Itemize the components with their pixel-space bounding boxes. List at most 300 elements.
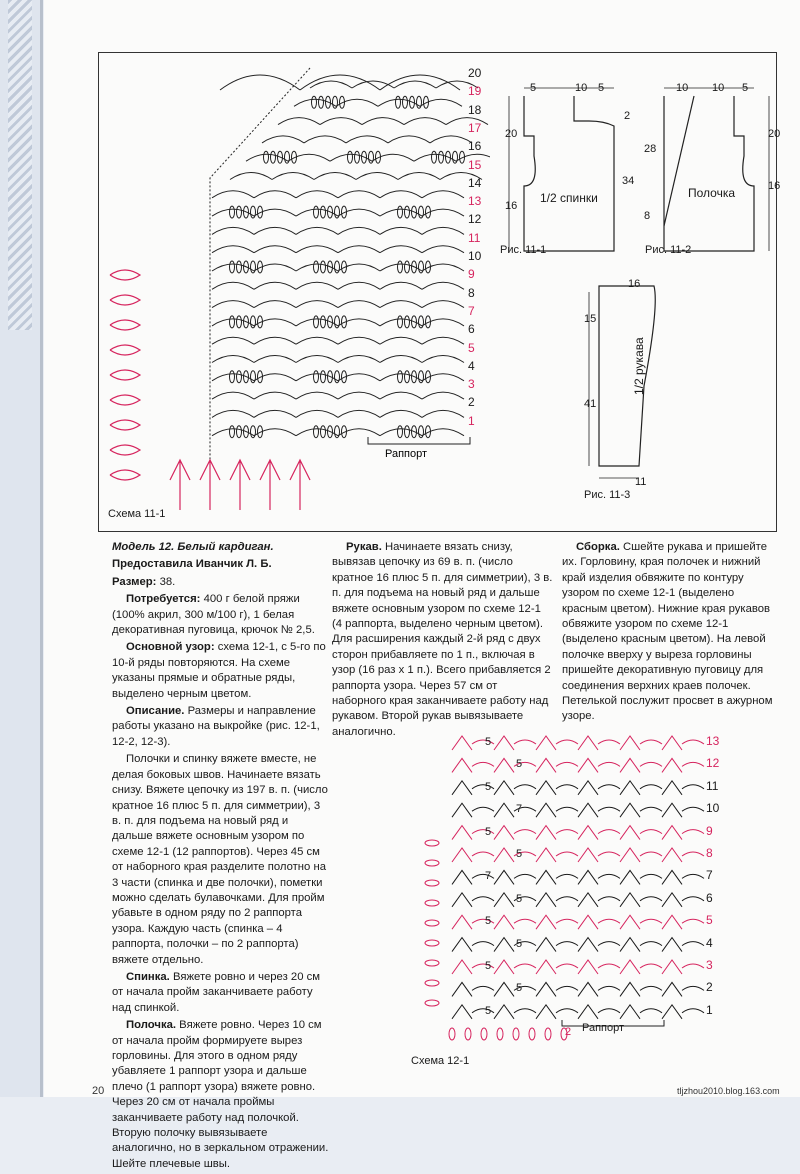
puff-stitch	[285, 151, 290, 163]
puff-stitch	[335, 316, 340, 328]
edging-stitch-12	[425, 960, 439, 966]
size-label: Размер:	[112, 575, 157, 588]
chain-arch	[212, 191, 254, 198]
puff-stitch	[405, 206, 410, 218]
chain-arch	[296, 282, 338, 289]
chain-arch	[296, 227, 338, 234]
puff-stitch	[271, 151, 276, 163]
chain-arch	[338, 356, 380, 363]
front-dim-10b: 10	[712, 82, 725, 94]
row-number-11: 14	[468, 175, 482, 190]
fan-group	[452, 848, 494, 862]
description-text: Размеры и направление работы указано на выкройке (рис. 12-1, 12-2, 12-3).	[112, 705, 320, 748]
row-number-11: 1	[468, 413, 475, 428]
page-number: 20	[92, 1085, 105, 1097]
chain-arch	[422, 227, 464, 234]
chain-arch	[254, 337, 296, 344]
puff-stitch	[314, 261, 319, 273]
fan-group	[578, 982, 620, 996]
edging-stitch-12	[425, 880, 439, 886]
chain-arch	[422, 374, 464, 381]
fan-group	[662, 736, 704, 750]
chain-arch	[338, 227, 380, 234]
chain-arch	[254, 227, 296, 234]
chain-arch	[420, 99, 462, 106]
chain-arch	[380, 392, 422, 399]
edging-stitch	[110, 420, 140, 430]
size-value: 38.	[156, 575, 176, 588]
edging-fan	[290, 460, 310, 510]
fan-group	[662, 938, 704, 952]
edging-stitch	[110, 295, 140, 305]
puff-stitch	[264, 151, 269, 163]
fan-group	[494, 826, 536, 840]
edging-bottom-12	[545, 1028, 551, 1040]
puff-stitch	[237, 316, 242, 328]
row-number-12: 3	[706, 958, 713, 972]
puff-stitch	[230, 206, 235, 218]
sleeve-dim-11: 11	[635, 476, 647, 488]
chain-arch	[212, 429, 254, 436]
puff-stitch	[321, 316, 326, 328]
row-number-11: 11	[468, 230, 481, 245]
fan-group	[620, 826, 662, 840]
puff-stitch	[335, 371, 340, 383]
chain-arch	[380, 209, 422, 216]
chain-arch	[212, 410, 254, 417]
puff-stitch	[237, 426, 242, 438]
chain-count-12: 7	[516, 803, 523, 816]
fan-group	[452, 938, 494, 952]
chain-arch	[254, 410, 296, 417]
chain-arch	[296, 209, 338, 216]
chain-arch	[296, 429, 338, 436]
puff-stitch	[398, 206, 403, 218]
chart-11-1-drawing	[100, 60, 490, 530]
chain-arch	[330, 154, 372, 161]
puff-stitch	[398, 426, 403, 438]
description-label: Описание.	[126, 705, 185, 718]
edging-stitch	[110, 270, 140, 280]
row-number-12: 8	[706, 846, 713, 860]
puff-stitch	[251, 316, 256, 328]
front-dim-28: 28	[644, 143, 657, 155]
chain-arch	[296, 410, 338, 417]
fan-group	[494, 870, 536, 884]
front-dim-16: 16	[768, 180, 781, 192]
row-number-11: 5	[468, 340, 475, 355]
puff-stitch	[398, 316, 403, 328]
chain-arch	[422, 410, 464, 417]
chain-arch	[338, 410, 380, 417]
sleeve-text: Начинаете вязать снизу, вывязав цепочку из 69 в. п. (число кратное 16 плюс 5 п. для симметрии), 3 в. п. для подъема на новый ряд и дальше вяжете основным узором по схеме 12-1 (4 раппорта, выделено черным цветом). Для расширения каждый 2-й ряд с двух сторон прибавляете по 1 п., включая в узор (16 раз х 1 п.). Всего прибавляется 2 раппорта узора. Через 57 см от наборного края заканчиваете работу над рукавом. Второй рукав вывязываете аналогично.	[332, 541, 553, 738]
puff-stitch	[321, 426, 326, 438]
chain-arch	[296, 191, 338, 198]
fan-group	[578, 1005, 620, 1019]
chain-arch	[404, 118, 446, 125]
chain-arch	[338, 429, 380, 436]
fan-group	[536, 826, 578, 840]
chain-arch	[278, 118, 320, 125]
puff-stitch	[335, 261, 340, 273]
chain-arch	[422, 246, 464, 253]
chain-count-12: 5	[516, 848, 523, 860]
fan-group	[620, 803, 662, 817]
chain-arch	[254, 264, 296, 271]
fan-group	[662, 826, 704, 840]
edging-stitch-12	[425, 1000, 439, 1006]
row-number-11: 2	[468, 395, 475, 410]
row-number-12: 7	[706, 868, 713, 883]
fan-group	[620, 938, 662, 952]
edging-fan	[260, 460, 280, 510]
row-number-12: 2	[706, 980, 713, 995]
chain-arch	[254, 282, 296, 289]
chain-arch	[254, 301, 296, 308]
chain-arch	[338, 337, 380, 344]
row-number-12: 4	[706, 935, 713, 950]
edging-stitch-12	[425, 940, 439, 946]
fan-group	[536, 938, 578, 952]
puff-stitch	[251, 371, 256, 383]
fan-group	[494, 781, 536, 795]
text-column-1	[112, 540, 330, 1174]
puff-stitch	[314, 206, 319, 218]
fan-group	[620, 915, 662, 929]
puff-stitch	[335, 426, 340, 438]
fan-group	[452, 803, 494, 817]
chain-arch	[380, 246, 422, 253]
row-number-11: 18	[468, 102, 482, 117]
back-label: 1/2 спинки	[540, 191, 598, 205]
fan-group	[620, 982, 662, 996]
fan-group	[578, 781, 620, 795]
chart-12-1-bottom-number: 2	[565, 1026, 572, 1038]
front-label: Полочка	[688, 186, 736, 200]
edging-bottom-12	[497, 1028, 503, 1040]
fan-group	[494, 982, 536, 996]
chain-arch	[422, 429, 464, 436]
fan-group	[578, 848, 620, 862]
row-number-12: 6	[706, 890, 713, 905]
chain-arch	[338, 264, 380, 271]
fan-group	[452, 893, 494, 907]
chain-arch	[254, 374, 296, 381]
puff-stitch	[398, 371, 403, 383]
chain-arch	[230, 173, 272, 180]
edging-bottom-12	[465, 1028, 471, 1040]
fan-group	[536, 870, 578, 884]
puff-stitch	[237, 371, 242, 383]
puff-stitch	[432, 151, 437, 163]
fan-group	[620, 758, 662, 772]
chain-count-12: 5	[485, 780, 492, 793]
back-label-text: Спинка.	[126, 970, 170, 983]
front-dim-8: 8	[644, 210, 651, 222]
chain-arch	[380, 301, 422, 308]
sleeve-caption: Рис. 11-3	[584, 489, 631, 501]
chain-arch	[212, 209, 254, 216]
chain-arch	[362, 118, 404, 125]
chain-arch	[254, 356, 296, 363]
sleeve-label-text: Рукав.	[346, 541, 382, 553]
edging-stitch	[110, 470, 140, 480]
repeat-label-12: Раппорт	[582, 1022, 625, 1034]
fan-group	[620, 893, 662, 907]
chain-arch	[212, 356, 254, 363]
sleeve-dim-41: 41	[584, 398, 597, 410]
chain-arch	[446, 118, 488, 125]
text-column-2	[332, 540, 554, 742]
chain-arch	[380, 356, 422, 363]
body-paragraph: Полочки и спинку вяжете вместе, не делая боковых швов. Начинаете вязать снизу. Вяжете цепочку из 197 в. п. (число кратное 16 плюс 5 п. для симметрии), 3 в. п. для подъема на новый ряд и дальше вяжете основным узором по схеме 12-1 (12 раппортов). Через 45 см от наборного края разделите полотно на 3 части (спинка и две полочки), пометки можно сделать булавочками. Для пройм убавьте в одном ряду по 2 раппорта узора. Каждую часть (спинка – 4 раппорта, полочки – по 2 раппорта) вяжете отдельно.	[112, 753, 328, 966]
crochet-chart-12-1	[412, 728, 712, 1046]
chain-count-12: 5	[485, 960, 492, 972]
edging-stitch	[110, 345, 140, 355]
puff-stitch	[251, 206, 256, 218]
page-margin-strip	[0, 0, 42, 1097]
chain-arch	[246, 154, 288, 161]
edging-fan	[170, 460, 190, 510]
chain-arch	[338, 282, 380, 289]
back-text: Вяжете ровно и через 20 см от начала пройм заканчиваете работу над спинкой.	[112, 970, 321, 1014]
chain-arch	[422, 191, 464, 198]
fan-group	[452, 758, 494, 772]
puff-stitch	[419, 206, 424, 218]
chain-arch	[212, 337, 254, 344]
chain-arch	[380, 264, 422, 271]
schematics	[494, 76, 784, 516]
chain-arch	[262, 136, 304, 143]
chain-arch	[212, 282, 254, 289]
puff-stitch	[230, 261, 235, 273]
chain-arch	[254, 191, 296, 198]
puff-stitch	[319, 96, 324, 108]
sleeve-dim-15: 15	[584, 313, 597, 325]
puff-stitch	[439, 151, 444, 163]
fan-group	[662, 1005, 704, 1019]
sleeve-label: 1/2 рукава	[632, 337, 646, 395]
back-dim-16: 16	[505, 200, 518, 212]
fan-group	[536, 736, 578, 750]
puff-stitch	[396, 96, 401, 108]
chain-arch	[338, 319, 380, 326]
chain-arch	[320, 118, 362, 125]
row-number-12: 10	[706, 801, 720, 816]
puff-stitch	[321, 371, 326, 383]
fan-group	[494, 938, 536, 952]
front-dim-10: 10	[676, 82, 689, 94]
puff-stitch	[405, 261, 410, 273]
chain-arch	[338, 374, 380, 381]
fan-group	[536, 960, 578, 974]
chain-arch	[296, 337, 338, 344]
fan-group	[662, 781, 704, 795]
puff-stitch	[405, 371, 410, 383]
chain-arch	[296, 246, 338, 253]
chain-arch	[422, 264, 464, 271]
row-number-12: 13	[706, 734, 720, 748]
puff-stitch	[237, 206, 242, 218]
watermark: tljzhou2010.blog.163.com	[677, 1086, 780, 1096]
chain-count-12: 5	[516, 892, 523, 905]
chain-arch	[422, 392, 464, 399]
chain-arch	[338, 209, 380, 216]
back-caption: Рис. 11-1	[500, 244, 547, 256]
fan-group	[578, 870, 620, 884]
assembly-text: Сшейте рукава и пришейте их. Горловину, края полочек и нижний край изделия обвяжите по контуру узором по схеме 12-1 (выделено красным цветом). Нижние края рукавов обвяжите узором по схеме 12-1 (выделено красным цветом). На левой полочке вверху у выреза горловины пришейте декоративную пуговицу для соединения верхних краев полочек. Петелькой послужит просвет в ажурном узоре.	[562, 541, 773, 723]
front-text: Вяжете ровно. Через 10 см от начала пройм формируете вырез горловины. Для этого в одном ряду убавляете 1 раппорт узора и дальше плечо (1 раппорт узора) вяжете ровно. Через 20 см от начала проймы заканчиваете работу над полочкой. Вторую полочку вывязываете аналогично, но в зеркальном отражении. Шейте плечевые швы.	[112, 1019, 329, 1170]
puff-stitch	[335, 206, 340, 218]
edging-stitch	[110, 395, 140, 405]
chain-arch	[422, 337, 464, 344]
assembly-label: Сборка.	[576, 541, 620, 553]
fan-group	[536, 781, 578, 795]
fan-group	[662, 960, 704, 974]
fan-group	[494, 1005, 536, 1019]
back-dim-34: 34	[622, 175, 635, 187]
chain-arch	[254, 209, 296, 216]
chain-arch	[380, 282, 422, 289]
front-caption: Рис. 11-2	[645, 244, 692, 256]
chain-arch	[212, 227, 254, 234]
chain-arch	[430, 136, 472, 143]
fan-group	[536, 982, 578, 996]
row-number-11: 13	[468, 194, 482, 209]
row-number-11: 16	[468, 139, 482, 154]
puff-stitch	[312, 96, 317, 108]
chain-arch	[254, 429, 296, 436]
fan-group	[662, 893, 704, 907]
fan-group	[620, 736, 662, 750]
edging-stitch-12	[425, 840, 439, 846]
front-dim-5: 5	[742, 82, 749, 94]
edging-stitch	[110, 320, 140, 330]
chain-arch	[212, 246, 254, 253]
back-dim-2: 2	[624, 110, 631, 122]
chain-arch	[212, 374, 254, 381]
fan-group	[536, 893, 578, 907]
edging-stitch-12	[425, 900, 439, 906]
chain-arch	[288, 154, 330, 161]
edging-fan	[200, 460, 220, 510]
row-number-11: 17	[468, 120, 482, 135]
chain-arch	[380, 227, 422, 234]
chain-arch	[254, 246, 296, 253]
puff-stitch	[230, 371, 235, 383]
edging-stitch	[110, 370, 140, 380]
puff-stitch	[230, 316, 235, 328]
puff-stitch	[419, 316, 424, 328]
main-pattern-text: схема 12-1, с 5-го по 10-й ряды повторяются. На схеме указаны прямые и обратные ряды, выделено черным цветом.	[112, 641, 326, 700]
chain-arch	[372, 154, 414, 161]
chain-arch	[212, 264, 254, 271]
fan-group	[536, 758, 578, 772]
row-number-11: 9	[468, 267, 475, 282]
puff-stitch	[453, 151, 458, 163]
puff-stitch	[403, 96, 408, 108]
chain-arch	[296, 264, 338, 271]
puff-stitch	[417, 96, 422, 108]
chain-arch	[378, 99, 420, 106]
chain-arch	[422, 282, 464, 289]
edging-stitch	[110, 445, 140, 455]
fan-group	[452, 982, 494, 996]
row-number-11: 7	[468, 303, 475, 318]
puff-stitch	[369, 151, 374, 163]
chain-arch	[388, 136, 430, 143]
puff-stitch	[251, 426, 256, 438]
puff-stitch	[251, 261, 256, 273]
row-number-12: 12	[706, 756, 720, 771]
chain-arch	[294, 99, 336, 106]
chain-arch	[380, 319, 422, 326]
chain-arch	[380, 191, 422, 198]
fan-group	[494, 915, 536, 929]
edging-stitch-12	[425, 860, 439, 866]
chain-count-12: 5	[485, 736, 492, 748]
puff-stitch	[314, 316, 319, 328]
main-pattern-label: Основной узор:	[126, 641, 215, 654]
back-dim-5b: 5	[598, 82, 605, 94]
fan-group	[620, 781, 662, 795]
chain-arch	[212, 319, 254, 326]
fan-group	[620, 1005, 662, 1019]
chain-arch	[356, 173, 398, 180]
puff-stitch	[419, 261, 424, 273]
puff-stitch	[314, 426, 319, 438]
fan-group	[578, 938, 620, 952]
chain-arch	[398, 173, 440, 180]
chain-count-12: 5	[516, 758, 523, 771]
fan-group	[662, 803, 704, 817]
fan-group	[662, 982, 704, 996]
fan-group	[662, 870, 704, 884]
chain-arch	[296, 319, 338, 326]
chain-arch	[338, 392, 380, 399]
front-dim-20: 20	[768, 128, 781, 140]
chain-arch	[212, 301, 254, 308]
chain-arch	[304, 136, 346, 143]
puff-stitch	[398, 261, 403, 273]
chain-arch	[296, 374, 338, 381]
fan-group	[662, 915, 704, 929]
chain-arch	[336, 99, 378, 106]
edging-fan	[230, 460, 250, 510]
edging-bottom-12	[529, 1028, 535, 1040]
chain-count-12: 5	[516, 937, 523, 950]
row-number-11: 19	[468, 84, 482, 99]
puff-stitch	[230, 426, 235, 438]
fan-group	[578, 803, 620, 817]
puff-stitch	[355, 151, 360, 163]
front-label-text: Полочка.	[126, 1019, 177, 1032]
puff-stitch	[237, 261, 242, 273]
fan-group	[578, 915, 620, 929]
chain-count-12: 5	[516, 982, 523, 995]
row-number-11: 6	[468, 322, 475, 337]
puff-stitch	[314, 371, 319, 383]
chain-arch	[394, 81, 436, 88]
row-number-12: 1	[706, 1002, 713, 1017]
row-number-11: 3	[468, 377, 475, 392]
chain-arch	[314, 173, 356, 180]
fan-group	[662, 758, 704, 772]
chain-arch	[296, 301, 338, 308]
row-number-12: 11	[706, 778, 719, 793]
crochet-chart-11-1	[100, 60, 490, 530]
requirements-label: Потребуется:	[126, 593, 201, 606]
